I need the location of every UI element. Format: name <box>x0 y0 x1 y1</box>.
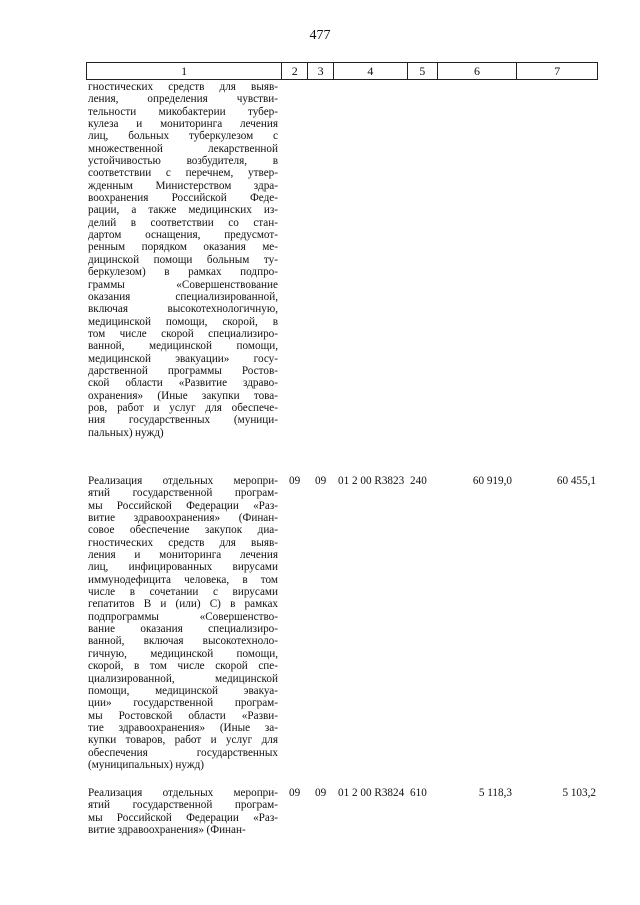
description-line: ванной, включая высокотехноло- <box>88 635 278 648</box>
description-line: медицинской эвакуации» госу- <box>88 352 278 365</box>
row-1-pr: 09 <box>315 475 327 487</box>
description-line: циализированной, медицинской <box>88 672 278 685</box>
description-line: мы Российской Федерации «Раз- <box>88 811 278 824</box>
description-line: жденным Министерством здра- <box>88 179 278 192</box>
row-1-year2-amount: 60 455,1 <box>556 475 596 487</box>
row-1-year1-amount: 60 919,0 <box>472 475 512 487</box>
description-line: совое обеспечение закупок диа- <box>88 524 278 537</box>
row-1-csr: 01 2 00 R3823 <box>338 475 405 487</box>
description-line: тельности микобактерии тубер- <box>88 105 278 118</box>
description-line: пальных) нужд) <box>88 426 164 439</box>
description-line: иммунодефицита человека, в том <box>88 573 278 586</box>
description-line: помощи, медицинской эвакуа- <box>88 684 278 697</box>
row-2-year1-amount: 5 118,3 <box>478 787 512 799</box>
description-line: ской области «Развитие здраво- <box>88 377 278 390</box>
row-2-vr: 610 <box>410 787 427 799</box>
description-line: витие здравоохранения» (Финан- <box>88 824 246 837</box>
description-line: делий в соответствии со стан- <box>88 216 278 229</box>
description-line: ятий государственной програм- <box>88 799 278 812</box>
description-line: гностических средств для выяв- <box>88 81 278 93</box>
description-line: граммы «Совершенствование <box>88 278 278 291</box>
description-line: оказания специализированной, <box>88 290 278 303</box>
description-line: витие здравоохранения» (Финан- <box>88 512 278 525</box>
row-1-vr: 240 <box>410 475 427 487</box>
description-line: медицинской помощи, скорой, в <box>88 315 278 328</box>
description-line: множественной лекарственной <box>88 142 278 155</box>
description-line: включая высокотехнологичную, <box>88 303 278 316</box>
row-1-rz: 09 <box>289 475 301 487</box>
description-line: воохранения Российской Феде- <box>88 192 278 205</box>
page-number: 477 <box>309 28 331 43</box>
description-line: кулеза и мониторинга лечения <box>88 118 278 131</box>
column-header-7: 7 <box>554 64 561 78</box>
description-line: ренным порядком оказания ме- <box>88 241 278 254</box>
column-header-4: 4 <box>334 63 408 79</box>
description-line: гичную, медицинской помощи, <box>88 647 278 660</box>
description-line: беркулезом) в рамках подпро- <box>88 266 278 279</box>
description-line: дарственной программы Ростов- <box>88 364 278 377</box>
description-line: числе в сочетании с вирусами <box>88 586 278 599</box>
table-header-row <box>86 62 598 80</box>
description-line: скорой, в том числе скорой спе- <box>88 660 278 673</box>
description-line: мы Ростовской области «Разви- <box>88 709 278 722</box>
description-line: лиц, больных туберкулезом с <box>88 130 278 143</box>
continuation-description <box>88 81 278 439</box>
row-1-description <box>88 475 278 771</box>
column-header-2: 2 <box>282 63 308 79</box>
description-line: мы Российской Федерации «Раз- <box>88 499 278 512</box>
column-header-3: 3 <box>308 63 334 79</box>
row-2-pr: 09 <box>315 787 327 799</box>
description-line: ления и мониторинга лечения <box>88 549 278 562</box>
description-line: лиц, инфицированных вирусами <box>88 561 278 574</box>
description-line: том числе скорой специализиро- <box>88 327 278 340</box>
description-line: соответствии с перечнем, утвер- <box>88 167 278 180</box>
description-line: (муниципальных) нужд) <box>88 758 204 771</box>
description-line: дицинской помощи больным ту- <box>88 253 278 266</box>
description-line: ров, работ и услуг для обеспече- <box>88 401 278 414</box>
description-line: рации, а также медицинских из- <box>88 204 278 217</box>
row-2-year2-amount: 5 103,2 <box>562 787 596 799</box>
description-line: гностических средств для выяв- <box>88 536 278 549</box>
description-line: подпрограммы «Совершенство- <box>88 610 278 623</box>
description-line: обеспечения государственных <box>88 746 278 759</box>
row-2-csr: 01 2 00 R3824 <box>338 787 405 799</box>
row-2-description <box>88 787 278 836</box>
description-line: купки товаров, работ и услуг для <box>88 734 278 747</box>
description-line: ванной, медицинской помощи, <box>88 340 278 353</box>
description-line: ления, определения чувстви- <box>88 93 278 106</box>
description-line: ятий государственной програм- <box>88 487 278 500</box>
row-2-rz: 09 <box>289 787 301 799</box>
column-header-6: 6 <box>438 63 518 79</box>
column-header-5: 5 <box>408 63 438 79</box>
description-line: устойчивостью возбудителя, в <box>88 155 278 168</box>
description-line: вание оказания специализиро- <box>88 623 278 636</box>
description-line: дартом оснащения, предусмот- <box>88 229 278 242</box>
column-header-1: 1 <box>87 63 282 79</box>
description-line: Реализация отдельных меропри- <box>88 475 278 487</box>
description-line: тие здравоохранения» (Иные за- <box>88 721 278 734</box>
description-line: гепатитов В и (или) С) в рамках <box>88 598 278 611</box>
description-line: охранения» (Иные закупки това- <box>88 389 278 402</box>
description-line: Реализация отдельных меропри- <box>88 787 278 799</box>
description-line: ния государственных (муници- <box>88 414 278 427</box>
description-line: ции» государственной програм- <box>88 697 278 710</box>
